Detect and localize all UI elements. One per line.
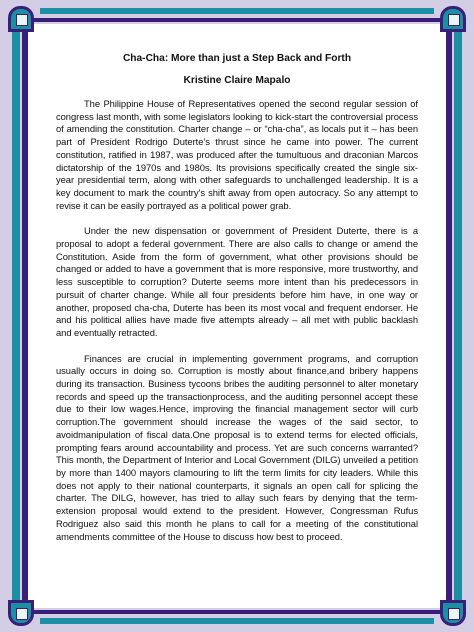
border-bottom-teal xyxy=(40,618,434,624)
corner-ornament-icon xyxy=(8,6,34,32)
paragraph: The Philippine House of Representatives opened the second regular session of congress last month, with some legislators looking to kick-start the controversial process of amending the constitution. Charter change – or “cha-cha”, as locals put it – has been part of President Rodrigo Duterte’s thrust since he came into power. The current constitution, ratified in 1987, was produced after the tumultuous and draconian Marcos dictatorship of the 1970s and 1980s. Its provisions specifically created the single six-year presidential term, along with other safeguards to unchallenged leadership. It is a key document to mark the country’s shift away from open autocracy. So any attempt to revise it can be easily portrayed as a political power grab. xyxy=(56,98,418,211)
paragraph: Under the new dispensation or government of President Duterte, there is a proposal to adopt a federal government. There are also calls to change or amend the Constitution. Aside from the form of government, what other provisions should be changed or added to have a government that is more responsive, more trustworthy, and less susceptible to corruption? Duterte seems more intent than his predecessors in pursuit of charter change. While all four presidents before him have, in one way or another, proposed cha-cha, Duterte has been its most vocal and frequent endorser. He and his political allies have made five attempts already – all met with public backlash and eventually retracted. xyxy=(56,225,418,338)
border-top-teal xyxy=(40,8,434,14)
border-top-purple xyxy=(28,18,446,22)
document-author: Kristine Claire Mapalo xyxy=(183,75,291,86)
border-right-teal xyxy=(454,28,462,604)
corner-ornament-icon xyxy=(440,6,466,32)
border-bottom-purple xyxy=(28,610,446,614)
corner-ornament-icon xyxy=(440,600,466,626)
border-left-teal xyxy=(12,28,20,604)
border-left-purple xyxy=(22,20,28,612)
corner-ornament-icon xyxy=(8,600,34,626)
document-title: Cha-Cha: More than just a Step Back and Forth xyxy=(122,53,352,64)
document-body xyxy=(56,52,418,556)
border-right-purple xyxy=(446,20,452,612)
paragraph: Finances are crucial in implementing government programs, and corruption usually occurs in doing so. Corruption is mostly about finance,and bribery happens during its transaction. Business tycoons bribes the auditing personnel to alter monetary records and speed up the transactionprocess, and the auditing personnel accept these due to their low wages.Hence, improving the financial management sector will curb corruption.The government should increase the wages of the said sector, to avoidmanipulation of fiscal data.One proposal is to extend terms for elected officials, prompting fears around accountability and process. Yet are such concerns warranted? This month, the Department of Interior and Local Government (DILG) unveiled a petition by more than 1400 mayors clamouring to lift the term limits for city leaders. While this does not apply to their national counterparts, it signals an open call for splicing the charter. The DILG, however, has tried to allay such fears by denying that the term-extension proposal would extend to the president. However, Congressman Rufus Rodriguez also said this month he plans to call for a meeting of the constitutional amendments committee of the House to discuss how best to proceed. xyxy=(56,352,418,542)
